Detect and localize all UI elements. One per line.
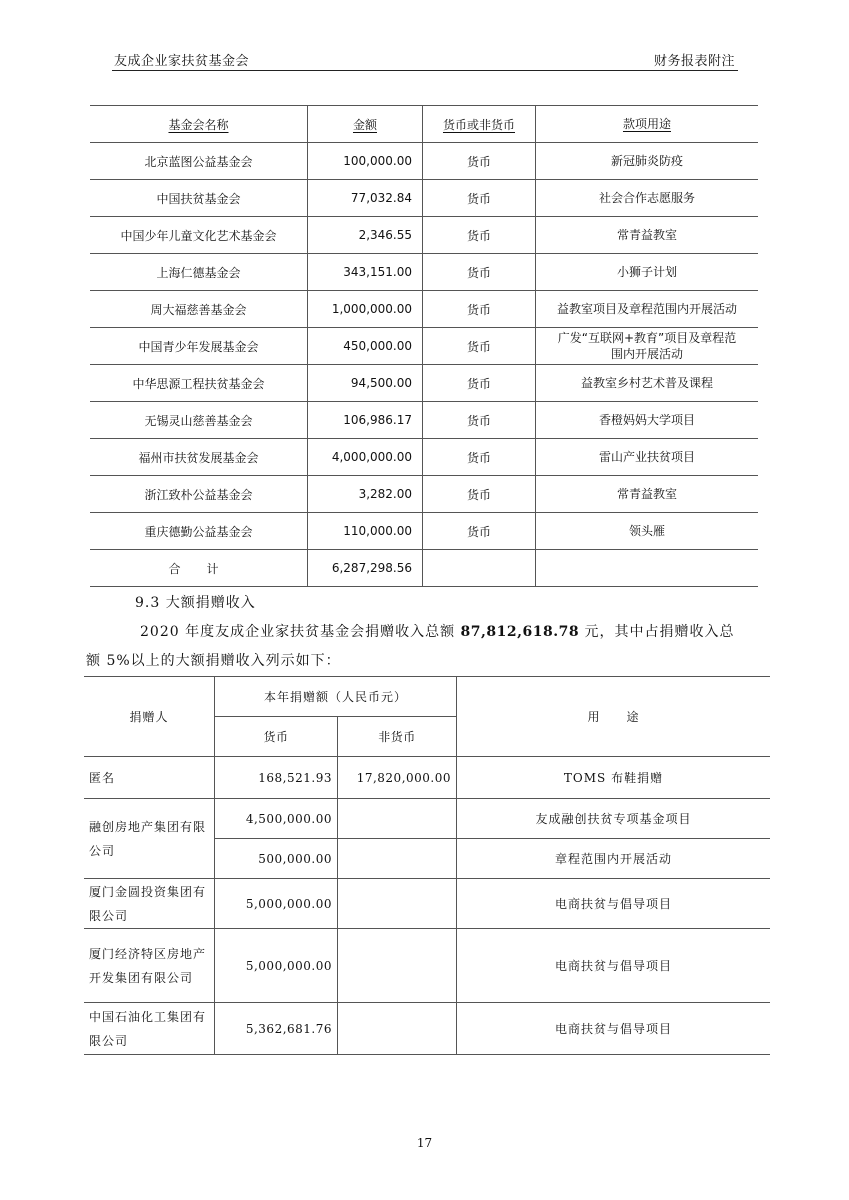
donor-name: 中国石油化工集团有限公司	[84, 1003, 215, 1055]
foundation-name: 上海仁德基金会	[90, 254, 308, 291]
foundation-name: 中国扶贫基金会	[90, 180, 308, 217]
large-donations-table	[84, 676, 770, 1055]
nonmoney-amount	[338, 879, 457, 929]
foundation-name: 中国青少年发展基金会	[90, 328, 308, 365]
donor-name: 厦门金圆投资集团有限公司	[84, 879, 215, 929]
foundation-name: 无锡灵山慈善基金会	[90, 402, 308, 439]
currency-type: 货币	[423, 365, 536, 402]
purpose: 小狮子计划	[536, 254, 759, 291]
table-row	[90, 476, 758, 513]
amount: 3,282.00	[308, 476, 423, 513]
amount: 106,986.17	[308, 402, 423, 439]
donation-use: 友成融创扶贫专项基金项目	[457, 799, 771, 839]
column-header-donor: 捐赠人	[84, 677, 215, 757]
column-header-amount: 金额	[352, 117, 377, 132]
donation-use: 电商扶贫与倡导项目	[457, 879, 771, 929]
table-row	[90, 365, 758, 402]
summary-prefix: 2020 年度友成企业家扶贫基金会捐赠收入总额	[140, 624, 461, 640]
currency-type: 货币	[423, 180, 536, 217]
total-amount: 6,287,298.56	[308, 550, 423, 587]
nonmoney-amount	[338, 799, 457, 839]
donor-name: 厦门经济特区房地产开发集团有限公司	[84, 929, 215, 1003]
currency-type: 货币	[423, 291, 536, 328]
header-org-name: 友成企业家扶贫基金会	[114, 54, 250, 69]
foundation-grants-table	[90, 105, 758, 587]
donation-use: 电商扶贫与倡导项目	[457, 1003, 771, 1055]
foundation-name: 中国少年儿童文化艺术基金会	[90, 217, 308, 254]
table-header-row	[84, 677, 770, 717]
table-row	[90, 439, 758, 476]
header-rule	[112, 70, 738, 71]
table-row	[84, 879, 770, 929]
purpose: 香橙妈妈大学项目	[536, 402, 759, 439]
summary-paragraph-line1	[140, 621, 735, 641]
purpose: 常青益教室	[536, 217, 759, 254]
table-row	[84, 799, 770, 839]
money-amount: 5,000,000.00	[215, 879, 338, 929]
money-amount: 4,500,000.00	[215, 799, 338, 839]
table-header-row	[90, 106, 758, 143]
table-row	[90, 217, 758, 254]
currency-type: 货币	[423, 402, 536, 439]
column-header-purpose: 款项用途	[622, 117, 671, 131]
section-title: 9.3 大额捐赠收入	[135, 595, 256, 611]
nonmoney-amount	[338, 839, 457, 879]
summary-suffix: 元，其中占捐赠收入总	[579, 624, 735, 640]
purpose: 新冠肺炎防疫	[536, 143, 759, 180]
total-donation-amount: 87,812,618.78	[460, 624, 580, 640]
donor-name: 匿名	[84, 757, 215, 799]
money-amount: 5,362,681.76	[215, 1003, 338, 1055]
money-amount: 168,521.93	[215, 757, 338, 799]
foundation-name: 浙江致朴公益基金会	[90, 476, 308, 513]
money-amount: 5,000,000.00	[215, 929, 338, 1003]
column-header-foundation-name: 基金会名称	[168, 117, 229, 132]
amount: 94,500.00	[308, 365, 423, 402]
amount: 4,000,000.00	[308, 439, 423, 476]
nonmoney-amount	[338, 1003, 457, 1055]
donation-use: TOMS 布鞋捐赠	[457, 757, 771, 799]
page-number: 17	[416, 1136, 433, 1150]
column-header-use: 用 途	[457, 677, 771, 757]
total-label: 合计	[90, 550, 308, 587]
table-row	[90, 402, 758, 439]
total-row	[90, 550, 758, 587]
currency-type: 货币	[423, 513, 536, 550]
purpose: 益教室项目及章程范围内开展活动	[536, 291, 759, 328]
table-row	[90, 143, 758, 180]
currency-type: 货币	[423, 328, 536, 365]
foundation-name: 中华思源工程扶贫基金会	[90, 365, 308, 402]
table-row	[90, 291, 758, 328]
nonmoney-amount	[338, 929, 457, 1003]
foundation-name: 北京蓝图公益基金会	[90, 143, 308, 180]
table-row	[90, 180, 758, 217]
purpose: 雷山产业扶贫项目	[536, 439, 759, 476]
table-row	[90, 254, 758, 291]
purpose: 益教室乡村艺术普及课程	[536, 365, 759, 402]
table-row	[90, 513, 758, 550]
nonmoney-amount: 17,820,000.00	[338, 757, 457, 799]
amount: 77,032.84	[308, 180, 423, 217]
foundation-name: 周大福慈善基金会	[90, 291, 308, 328]
purpose: 社会合作志愿服务	[536, 180, 759, 217]
donation-use: 电商扶贫与倡导项目	[457, 929, 771, 1003]
amount: 100,000.00	[308, 143, 423, 180]
donor-name: 融创房地产集团有限公司	[84, 799, 215, 879]
foundation-name: 福州市扶贫发展基金会	[90, 439, 308, 476]
table-row	[84, 757, 770, 799]
currency-type: 货币	[423, 217, 536, 254]
table-row	[84, 1003, 770, 1055]
summary-paragraph-line2: 额 5%以上的大额捐赠收入列示如下：	[86, 653, 341, 669]
purpose: 领头雁	[536, 513, 759, 550]
column-header-money: 货币	[215, 717, 338, 757]
donation-use: 章程范围内开展活动	[457, 839, 771, 879]
foundation-name: 重庆德勤公益基金会	[90, 513, 308, 550]
column-header-currency-type: 货币或非货币	[442, 117, 515, 132]
total-purpose-empty	[536, 550, 759, 587]
total-currency-empty	[423, 550, 536, 587]
table-row	[90, 328, 758, 365]
header-section-name: 财务报表附注	[653, 54, 735, 69]
currency-type: 货币	[423, 439, 536, 476]
amount: 343,151.00	[308, 254, 423, 291]
amount: 110,000.00	[308, 513, 423, 550]
currency-type: 货币	[423, 254, 536, 291]
currency-type: 货币	[423, 476, 536, 513]
purpose: 广发“互联网+教育”项目及章程范围内开展活动	[536, 328, 759, 365]
column-header-nonmoney: 非货币	[338, 717, 457, 757]
table-row	[84, 929, 770, 1003]
purpose: 常青益教室	[536, 476, 759, 513]
amount: 450,000.00	[308, 328, 423, 365]
column-header-amount-group: 本年捐赠额（人民币元）	[215, 677, 457, 717]
currency-type: 货币	[423, 143, 536, 180]
amount: 2,346.55	[308, 217, 423, 254]
money-amount: 500,000.00	[215, 839, 338, 879]
amount: 1,000,000.00	[308, 291, 423, 328]
